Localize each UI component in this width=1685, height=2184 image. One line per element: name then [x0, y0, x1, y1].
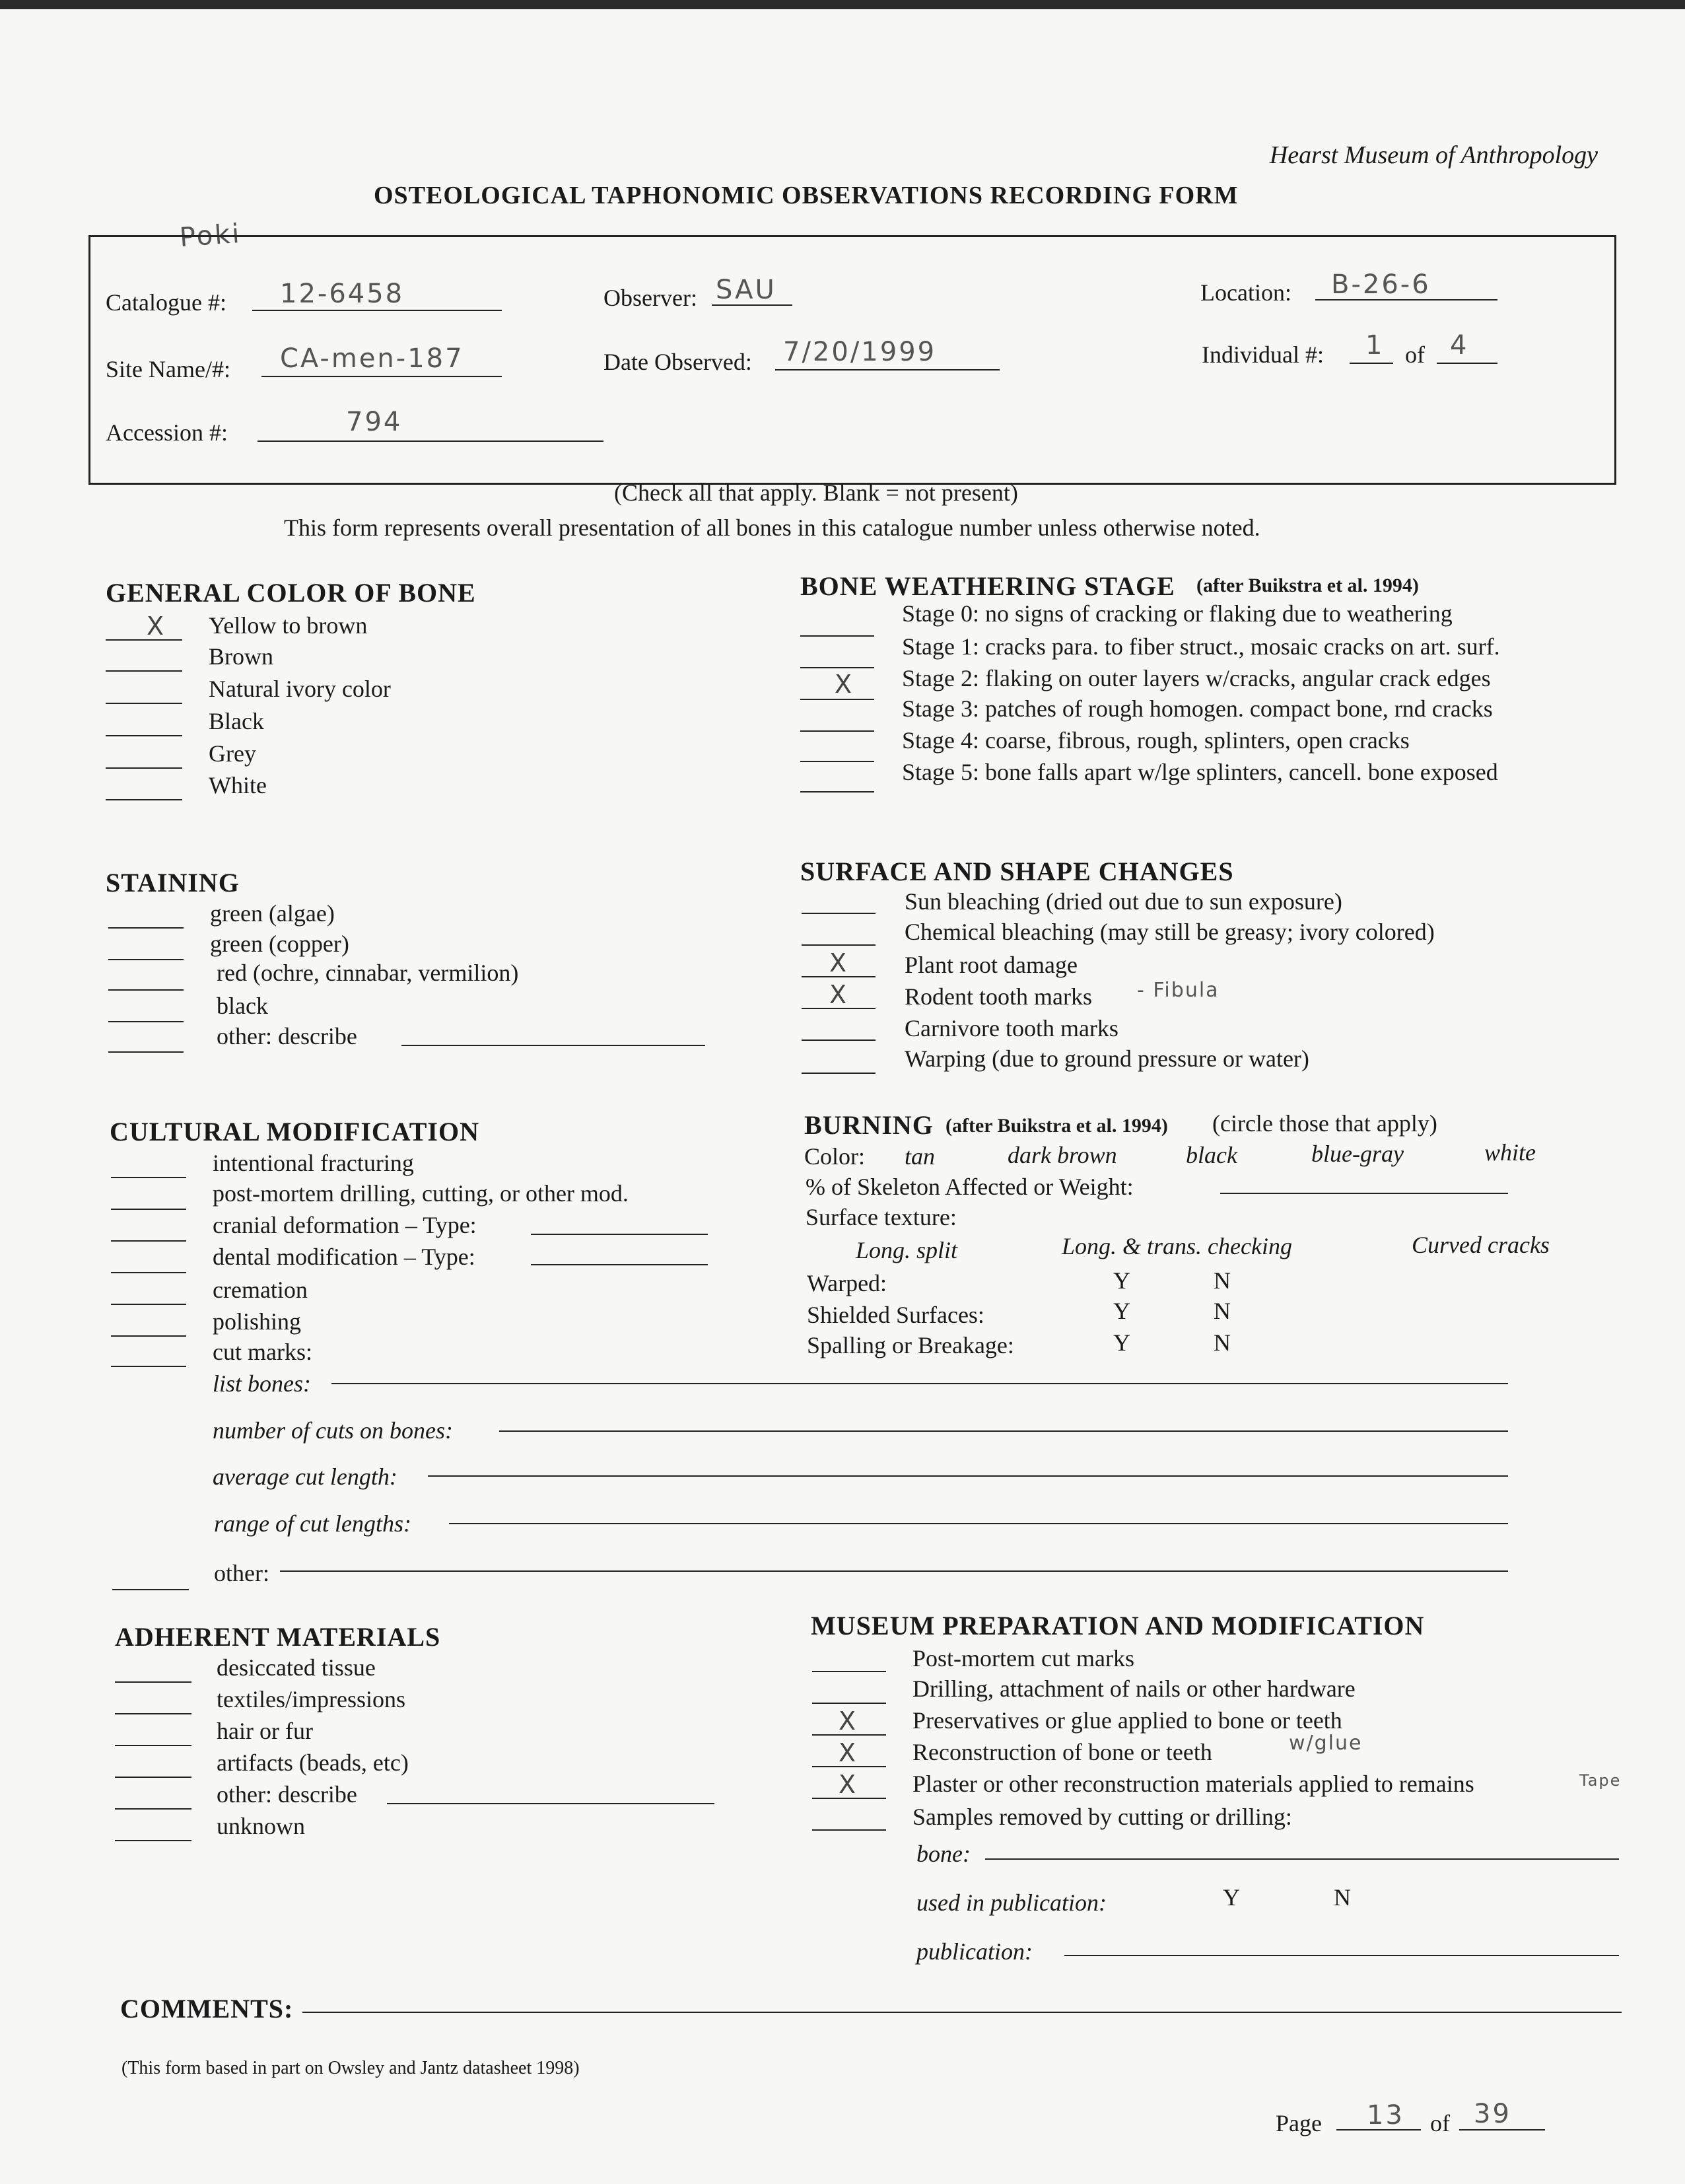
- location-label: Location:: [1200, 279, 1291, 306]
- check-line[interactable]: [106, 703, 182, 704]
- check-line[interactable]: [106, 767, 182, 769]
- item-label: Warping (due to ground pressure or water): [905, 1045, 1309, 1072]
- publication-line[interactable]: [1064, 1955, 1619, 1956]
- check-mark: X: [829, 948, 847, 977]
- item-label: Plant root damage: [905, 952, 1078, 978]
- check-mark: X: [829, 980, 847, 1009]
- item-label: Drilling, attachment of nails or other hardware: [912, 1675, 1356, 1702]
- check-line[interactable]: [115, 1840, 191, 1841]
- used-no-option[interactable]: N: [1334, 1884, 1351, 1911]
- site-label: Site Name/#:: [106, 356, 230, 382]
- item-label: Sun bleaching (dried out due to sun exposure): [905, 888, 1342, 915]
- texture-curved-cracks[interactable]: Curved cracks: [1412, 1232, 1550, 1258]
- texture-checking[interactable]: Long. & trans. checking: [1062, 1233, 1292, 1259]
- item-label: hair or fur: [217, 1718, 313, 1744]
- accession-label: Accession #:: [106, 419, 228, 446]
- yn-row-label: Warped:: [807, 1270, 887, 1296]
- yes-option[interactable]: Y: [1113, 1298, 1130, 1324]
- check-line[interactable]: [108, 1051, 184, 1053]
- form-credit: (This form based in part on Owsley and Jantz datasheet 1998): [121, 2058, 580, 2078]
- list-bones-label: list bones:: [213, 1370, 311, 1397]
- check-mark: X: [839, 1770, 856, 1799]
- item-label: dental modification – Type:: [213, 1244, 475, 1270]
- describe-line[interactable]: [401, 1045, 705, 1046]
- check-line[interactable]: [802, 913, 876, 914]
- check-line[interactable]: [812, 1829, 886, 1831]
- color-option-white[interactable]: white: [1484, 1139, 1536, 1166]
- item-label: Reconstruction of bone or teeth: [912, 1739, 1212, 1765]
- location-field[interactable]: B-26-6: [1331, 269, 1431, 300]
- no-option[interactable]: N: [1214, 1298, 1231, 1324]
- check-line[interactable]: [802, 1073, 876, 1074]
- check-line[interactable]: [106, 799, 182, 800]
- average-cut-label: average cut length:: [213, 1463, 397, 1490]
- check-line[interactable]: [812, 1703, 886, 1704]
- no-option[interactable]: N: [1214, 1267, 1231, 1294]
- accession-field[interactable]: 794: [346, 407, 403, 437]
- item-label: Rodent tooth marks: [905, 983, 1092, 1010]
- check-line[interactable]: [812, 1671, 886, 1672]
- bone-label: bone:: [916, 1841, 971, 1867]
- date-line: [775, 369, 1000, 370]
- check-mark: X: [839, 1738, 856, 1767]
- publication-label: publication:: [916, 1938, 1033, 1965]
- page-total: 39: [1474, 2099, 1511, 2129]
- check-line[interactable]: [106, 639, 182, 641]
- check-line[interactable]: [800, 791, 874, 793]
- comments-label: COMMENTS:: [120, 1994, 294, 2024]
- handwritten-note: Tape: [1579, 1771, 1622, 1790]
- item-label: textiles/impressions: [217, 1686, 405, 1712]
- item-label: Carnivore tooth marks: [905, 1015, 1118, 1041]
- check-mark: X: [147, 612, 164, 641]
- burning-heading-note: (after Buikstra et al. 1994): [946, 1115, 1168, 1137]
- percent-label: % of Skeleton Affected or Weight:: [806, 1174, 1134, 1200]
- range-cut-label: range of cut lengths:: [214, 1510, 411, 1537]
- item-label: green (algae): [210, 900, 335, 927]
- check-line[interactable]: [106, 735, 182, 736]
- page-of: of: [1430, 2110, 1450, 2136]
- item-label: Natural ivory color: [209, 676, 391, 702]
- date-field[interactable]: 7/20/1999: [783, 337, 937, 367]
- item-label: Samples removed by cutting or drilling:: [912, 1804, 1292, 1830]
- item-label: Preservatives or glue applied to bone or teeth: [912, 1707, 1342, 1734]
- check-line[interactable]: [108, 959, 184, 960]
- check-line[interactable]: [115, 1745, 191, 1746]
- color-option-blue-gray[interactable]: blue-gray: [1311, 1141, 1404, 1167]
- individual-line: [1350, 363, 1393, 364]
- adherent-heading: ADHERENT MATERIALS: [115, 1622, 441, 1652]
- observer-field[interactable]: SAU: [716, 275, 776, 305]
- check-line[interactable]: [802, 944, 876, 946]
- item-label: other: describe: [217, 1023, 357, 1049]
- surface-heading: SURFACE AND SHAPE CHANGES: [800, 857, 1234, 886]
- check-line[interactable]: [111, 1209, 186, 1210]
- check-mark: X: [839, 1707, 856, 1736]
- page-number: 13: [1367, 2100, 1404, 2131]
- form-title: OSTEOLOGICAL TAPHONOMIC OBSERVATIONS RECORDING FORM: [374, 182, 1239, 209]
- individual-label: Individual #:: [1202, 341, 1324, 368]
- other-check-line[interactable]: [112, 1589, 189, 1590]
- yn-row-label: Spalling or Breakage:: [807, 1332, 1014, 1358]
- item-label: Stage 3: patches of rough homogen. compact bone, rnd cracks: [902, 695, 1493, 722]
- handwritten-corner-note: Poki: [178, 218, 242, 254]
- check-line[interactable]: [111, 1335, 186, 1337]
- general-color-heading: GENERAL COLOR OF BONE: [106, 578, 476, 608]
- check-line[interactable]: [111, 1366, 186, 1367]
- cultural-heading: CULTURAL MODIFICATION: [110, 1117, 479, 1146]
- yes-option[interactable]: Y: [1113, 1329, 1130, 1356]
- item-label: Black: [209, 708, 264, 734]
- museum-prep-heading: MUSEUM PREPARATION AND MODIFICATION: [811, 1611, 1425, 1640]
- individual-field[interactable]: 1: [1365, 330, 1385, 361]
- date-label: Date Observed:: [603, 349, 752, 375]
- other-line[interactable]: [280, 1570, 1508, 1572]
- page-total-line: [1459, 2129, 1545, 2131]
- no-option[interactable]: N: [1214, 1329, 1231, 1356]
- color-option-black[interactable]: black: [1186, 1142, 1237, 1168]
- bone-line[interactable]: [985, 1858, 1619, 1860]
- item-label: Stage 1: cracks para. to fiber struct., mosaic cracks on art. surf.: [902, 633, 1500, 660]
- item-label: cranial deformation – Type:: [213, 1212, 477, 1238]
- item-label: polishing: [213, 1308, 302, 1335]
- instructions-line-1: (Check all that apply. Blank = not present): [614, 479, 1018, 506]
- individual-total-line: [1437, 363, 1497, 364]
- handwritten-note: - Fibula: [1137, 979, 1220, 1002]
- type-line[interactable]: [531, 1234, 708, 1235]
- used-yes-option[interactable]: Y: [1223, 1884, 1240, 1911]
- describe-line[interactable]: [387, 1803, 714, 1804]
- check-line[interactable]: [111, 1177, 186, 1178]
- yn-row-label: Shielded Surfaces:: [807, 1302, 984, 1328]
- burning-heading: BURNING: [804, 1110, 934, 1140]
- catalogue-field[interactable]: 12-6458: [280, 279, 405, 309]
- check-line[interactable]: [115, 1713, 191, 1714]
- check-line[interactable]: [115, 1808, 191, 1810]
- texture-long-split[interactable]: Long. split: [856, 1237, 958, 1263]
- burning-circle-note: (circle those that apply): [1212, 1110, 1437, 1137]
- item-label: unknown: [217, 1813, 305, 1839]
- check-line[interactable]: [115, 1681, 191, 1683]
- check-line[interactable]: [108, 927, 184, 929]
- item-label: other: describe: [217, 1781, 357, 1808]
- handwritten-note: w/glue: [1289, 1732, 1363, 1755]
- item-label: Stage 5: bone falls apart w/lge splinters, cancell. bone exposed: [902, 759, 1498, 785]
- accession-line: [258, 440, 603, 442]
- item-label: Stage 2: flaking on outer layers w/cracks, angular crack edges: [902, 665, 1491, 691]
- check-line[interactable]: [800, 730, 874, 732]
- percent-line[interactable]: [1220, 1193, 1508, 1194]
- check-line[interactable]: [800, 635, 874, 637]
- catalogue-label: Catalogue #:: [106, 289, 226, 316]
- check-line[interactable]: [111, 1272, 186, 1273]
- item-label: Brown: [209, 643, 273, 670]
- color-option-tan[interactable]: tan: [905, 1143, 936, 1170]
- check-line[interactable]: [108, 989, 184, 991]
- museum-name: Hearst Museum of Anthropology: [1269, 141, 1598, 169]
- item-label: Stage 4: coarse, fibrous, rough, splinters, open cracks: [902, 727, 1410, 754]
- item-label: cremation: [213, 1277, 308, 1303]
- staining-heading: STAINING: [106, 868, 240, 898]
- item-label: cut marks:: [213, 1339, 312, 1365]
- site-line: [261, 376, 502, 377]
- scan-edge: [0, 0, 1685, 9]
- item-label: White: [209, 772, 267, 798]
- other-label: other:: [214, 1560, 269, 1586]
- item-label: Yellow to brown: [209, 612, 368, 639]
- site-field[interactable]: CA-men-187: [280, 343, 464, 374]
- item-label: Grey: [209, 740, 256, 767]
- instructions-line-2: This form represents overall presentation of all bones in this catalogue number unless otherwise noted.: [284, 514, 1260, 541]
- check-mark: X: [835, 670, 852, 699]
- item-label: artifacts (beads, etc): [217, 1749, 409, 1776]
- number-of-cuts-label: number of cuts on bones:: [213, 1417, 453, 1444]
- used-publication-label: used in publication:: [916, 1889, 1107, 1916]
- individual-total-field[interactable]: 4: [1450, 330, 1469, 361]
- range-cut-line[interactable]: [449, 1523, 1508, 1524]
- comments-line[interactable]: [302, 2012, 1622, 2013]
- texture-label: Surface texture:: [806, 1204, 957, 1230]
- check-line[interactable]: [800, 667, 874, 668]
- check-line[interactable]: [800, 761, 874, 762]
- check-line[interactable]: [108, 1021, 184, 1022]
- burning-color-label: Color:: [804, 1143, 866, 1170]
- individual-of: of: [1405, 341, 1425, 368]
- color-option-dark-brown[interactable]: dark brown: [1008, 1142, 1117, 1168]
- item-label: Plaster or other reconstruction materials applied to remains: [912, 1771, 1474, 1797]
- item-label: green (copper): [210, 931, 349, 957]
- check-line[interactable]: [111, 1240, 186, 1242]
- item-label: Chemical bleaching (may still be greasy; ivory colored): [905, 919, 1435, 945]
- item-label: Stage 0: no signs of cracking or flaking due to weathering: [902, 600, 1453, 627]
- number-of-cuts-line[interactable]: [499, 1430, 1508, 1432]
- item-label: red (ochre, cinnabar, vermilion): [217, 960, 519, 986]
- check-line[interactable]: [802, 1039, 876, 1041]
- item-label: post-mortem drilling, cutting, or other mod.: [213, 1180, 629, 1207]
- item-label: Post-mortem cut marks: [912, 1645, 1134, 1672]
- check-line[interactable]: [115, 1777, 191, 1778]
- item-label: intentional fracturing: [213, 1150, 414, 1176]
- item-label: desiccated tissue: [217, 1654, 376, 1681]
- check-line[interactable]: [111, 1304, 186, 1305]
- weathering-heading: BONE WEATHERING STAGE: [800, 571, 1175, 601]
- page-label: Page: [1276, 2110, 1322, 2136]
- observer-label: Observer:: [603, 285, 697, 311]
- check-line[interactable]: [106, 670, 182, 672]
- yes-option[interactable]: Y: [1113, 1267, 1130, 1294]
- item-label: black: [217, 993, 268, 1019]
- weathering-heading-note: (after Buikstra et al. 1994): [1196, 575, 1419, 596]
- type-line[interactable]: [531, 1264, 708, 1265]
- list-bones-line[interactable]: [331, 1383, 1508, 1384]
- average-cut-line[interactable]: [428, 1475, 1508, 1477]
- catalogue-line: [252, 310, 502, 311]
- check-line[interactable]: [800, 699, 874, 700]
